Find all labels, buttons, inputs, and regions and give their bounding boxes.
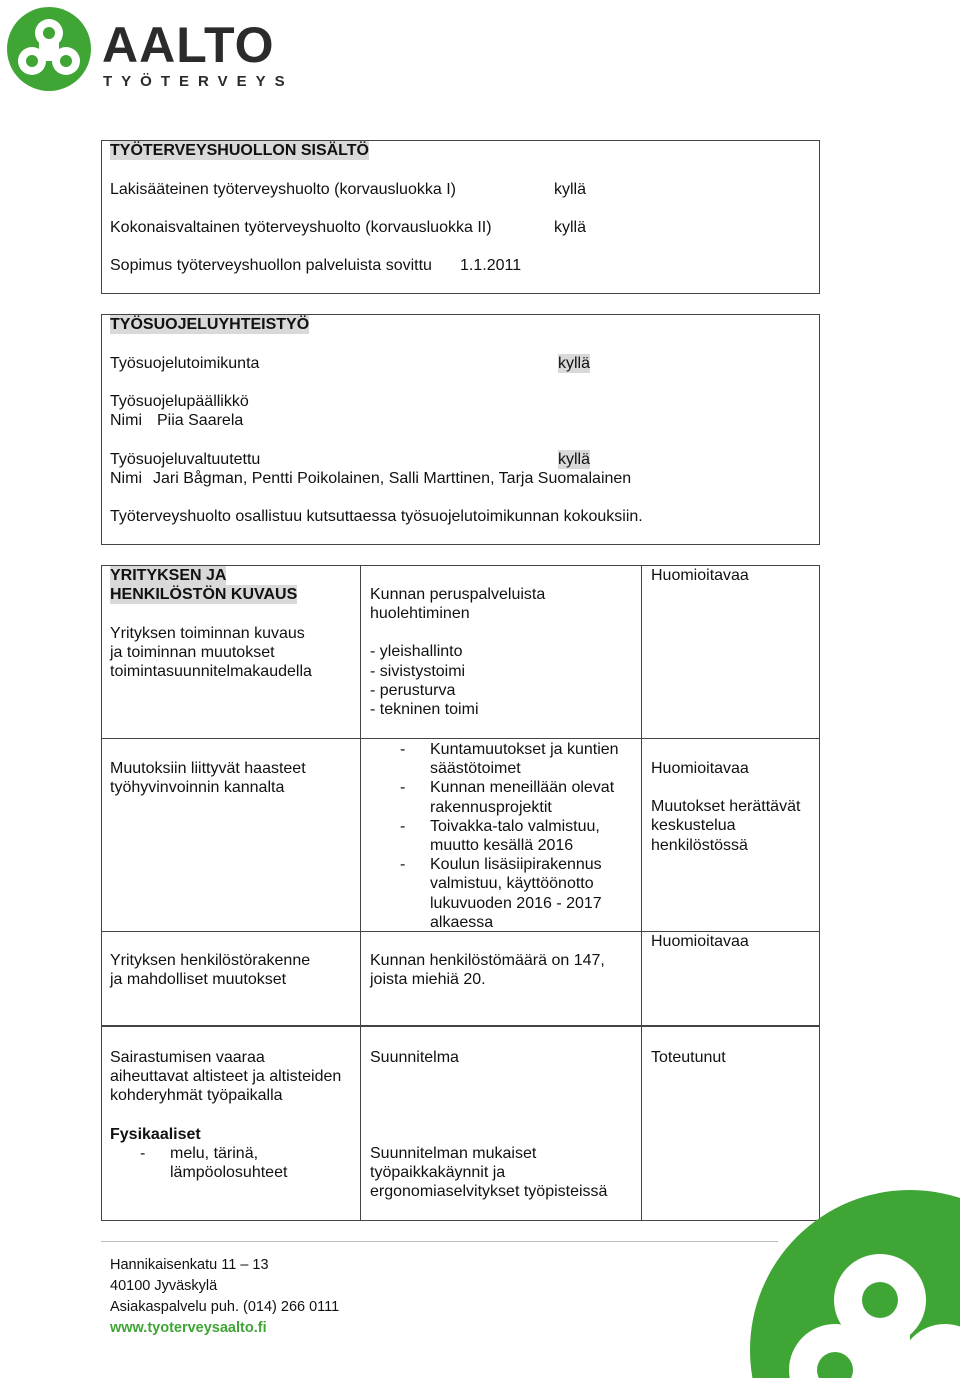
safety-delegate-name-label: Nimi	[110, 470, 142, 487]
list-item: - tekninen toimi	[370, 701, 479, 719]
list-item: - Koulun lisäsiipirakennus valmistuu, käyttöönotto lukuvuoden 2016 - 2017 alkaessa	[400, 856, 602, 931]
row2-note-title: Huomioitavaa	[651, 760, 749, 777]
agreement-date: 1.1.2011	[460, 257, 522, 274]
exposure-label-line: aiheuttavat altisteet ja altisteiden	[110, 1068, 342, 1086]
row1-label-line: Yrityksen toiminnan kuvaus	[110, 625, 305, 642]
footer-phone: Asiakaspalvelu puh. (014) 266 0111	[110, 1299, 340, 1315]
bullet-line: Kunnan meneillään olevat	[430, 779, 615, 797]
committee-label: Työsuojelutoimikunta	[110, 355, 260, 372]
table-divider	[641, 1026, 642, 1221]
bullet-line: alkaessa	[430, 913, 494, 931]
plan-line: työpaikkakäynnit ja	[370, 1164, 506, 1182]
row1-label-line: ja toiminnan muutokset	[110, 644, 275, 662]
safety-manager-name-label: Nimi	[110, 412, 142, 429]
row3-content-line: joista miehiä 20.	[370, 971, 486, 989]
row3-label	[110, 951, 310, 989]
row2-label	[110, 759, 306, 797]
safety-delegate-names: Jari Bågman, Pentti Poikolainen, Salli Marttinen, Tarja Suomalainen	[153, 470, 632, 487]
row-value-statutory: kyllä	[554, 181, 587, 198]
physical-bullet: - melu, tärinä, lämpöolosuhteet	[140, 1145, 288, 1182]
footer-city: 40100 Jyväskylä	[110, 1278, 218, 1294]
row2-note-line: Muutokset herättävät	[651, 798, 801, 816]
brand-name: AALTO	[102, 17, 275, 73]
row2-bullets	[400, 740, 619, 932]
list-item: - Kunnan meneillään olevat rakennusprojektit	[400, 779, 615, 816]
footer-website-link[interactable]: www.tyoterveysaalto.fi	[110, 1320, 267, 1336]
safety-manager-name: Piia Saarela	[157, 412, 244, 429]
list-item: - perusturva	[370, 681, 456, 699]
decorative-logo-icon	[740, 1190, 960, 1378]
physical-bullet-line: melu, tärinä,	[170, 1145, 259, 1162]
bullet-line: Koulun lisäsiipirakennus	[430, 856, 602, 874]
bullet-line: muutto kesällä 2016	[430, 837, 574, 855]
plan-line: ergonomiaselvitykset työpisteissä	[370, 1183, 608, 1201]
row-label-statutory: Lakisääteinen työterveyshuolto (korvausluokka I)	[110, 181, 456, 198]
safety-delegate-value: kyllä	[558, 451, 591, 468]
row3-content-line: Kunnan henkilöstömäärä on 147,	[370, 952, 605, 969]
committee-value: kyllä	[558, 355, 591, 372]
bullet-line: Kuntamuutokset ja kuntien	[430, 741, 619, 758]
footer-address: Hannikaisenkatu 11 – 13	[110, 1257, 269, 1273]
footer-divider	[101, 1241, 778, 1242]
agreement-label: Sopimus työterveyshuollon palveluista sovittu	[110, 257, 432, 274]
section-title-company-line2: HENKILÖSTÖN KUVAUS	[110, 586, 298, 603]
safety-manager-label: Työsuojelupäällikkö	[110, 393, 249, 410]
section-title-company-line1: YRITYKSEN JA	[110, 567, 227, 584]
row-value-comprehensive: kyllä	[554, 219, 587, 236]
row1-note: Huomioitavaa	[651, 567, 749, 584]
table-divider	[641, 565, 642, 1026]
row3-content	[370, 951, 605, 989]
physical-title: Fysikaaliset	[110, 1126, 201, 1143]
plan-content	[370, 1144, 607, 1202]
plan-header: Suunnitelma	[370, 1049, 459, 1066]
done-header: Toteutunut	[651, 1049, 726, 1066]
list-item: - Toivakka-talo valmistuu, muutto kesällä 2016	[400, 817, 600, 855]
table-divider	[360, 565, 361, 1026]
table-divider	[360, 1026, 361, 1221]
row1-content	[370, 585, 545, 719]
row1-content-line: huolehtiminen	[370, 605, 470, 623]
exposure-label	[110, 1048, 341, 1106]
brand-subtitle: TYÖTERVEYS	[103, 73, 294, 90]
bullet-line: säästötoimet	[430, 760, 521, 778]
row1-content-line: Kunnan peruspalveluista	[370, 586, 546, 603]
bullet-line: Toivakka-talo valmistuu,	[430, 817, 600, 835]
exposure-label-line: kohderyhmät työpaikalla	[110, 1087, 283, 1105]
row-label-comprehensive: Kokonaisvaltainen työterveyshuolto (korvausluokka II)	[110, 219, 492, 236]
row2-note-line: henkilöstössä	[651, 836, 748, 854]
physical-bullet-line: lämpöolosuhteet	[170, 1164, 288, 1182]
footer-contact	[110, 1255, 339, 1339]
section-title-safety: TYÖSUOJELUYHTEISTYÖ	[110, 316, 310, 333]
row2-label-line: Muutoksiin liittyvät haasteet	[110, 760, 306, 777]
section-title-health-content: TYÖTERVEYSHUOLLON SISÄLTÖ	[110, 142, 369, 159]
table-divider	[101, 738, 820, 739]
row2-note-line: keskustelua	[651, 817, 736, 835]
row2-note	[651, 759, 800, 855]
row1-label	[110, 624, 312, 682]
row3-note: Huomioitavaa	[651, 933, 749, 950]
plan-line: Suunnitelman mukaiset	[370, 1145, 537, 1162]
exposure-label-line: Sairastumisen vaaraa	[110, 1049, 265, 1066]
bullet-line: valmistuu, käyttöönotto	[430, 875, 594, 893]
bullet-line: rakennusprojektit	[430, 798, 552, 816]
row3-label-line: ja mahdolliset muutokset	[110, 971, 287, 989]
list-item: - Kuntamuutokset ja kuntien säästötoimet	[400, 741, 619, 778]
aalto-logo-icon	[6, 6, 92, 92]
row1-label-line: toimintasuunnitelmakaudella	[110, 663, 312, 681]
list-item: - yleishallinto	[370, 643, 463, 661]
row3-label-line: Yrityksen henkilöstörakenne	[110, 952, 311, 969]
logo	[6, 6, 296, 96]
bullet-line: lukuvuoden 2016 - 2017	[430, 894, 602, 912]
safety-delegate-label: Työsuojeluvaltuutettu	[110, 451, 261, 468]
meeting-note: Työterveyshuolto osallistuu kutsuttaessa työsuojelutoimikunnan kokouksiin.	[110, 508, 643, 525]
row2-label-line: työhyvinvoinnin kannalta	[110, 779, 285, 797]
list-item: - sivistystoimi	[370, 662, 466, 680]
